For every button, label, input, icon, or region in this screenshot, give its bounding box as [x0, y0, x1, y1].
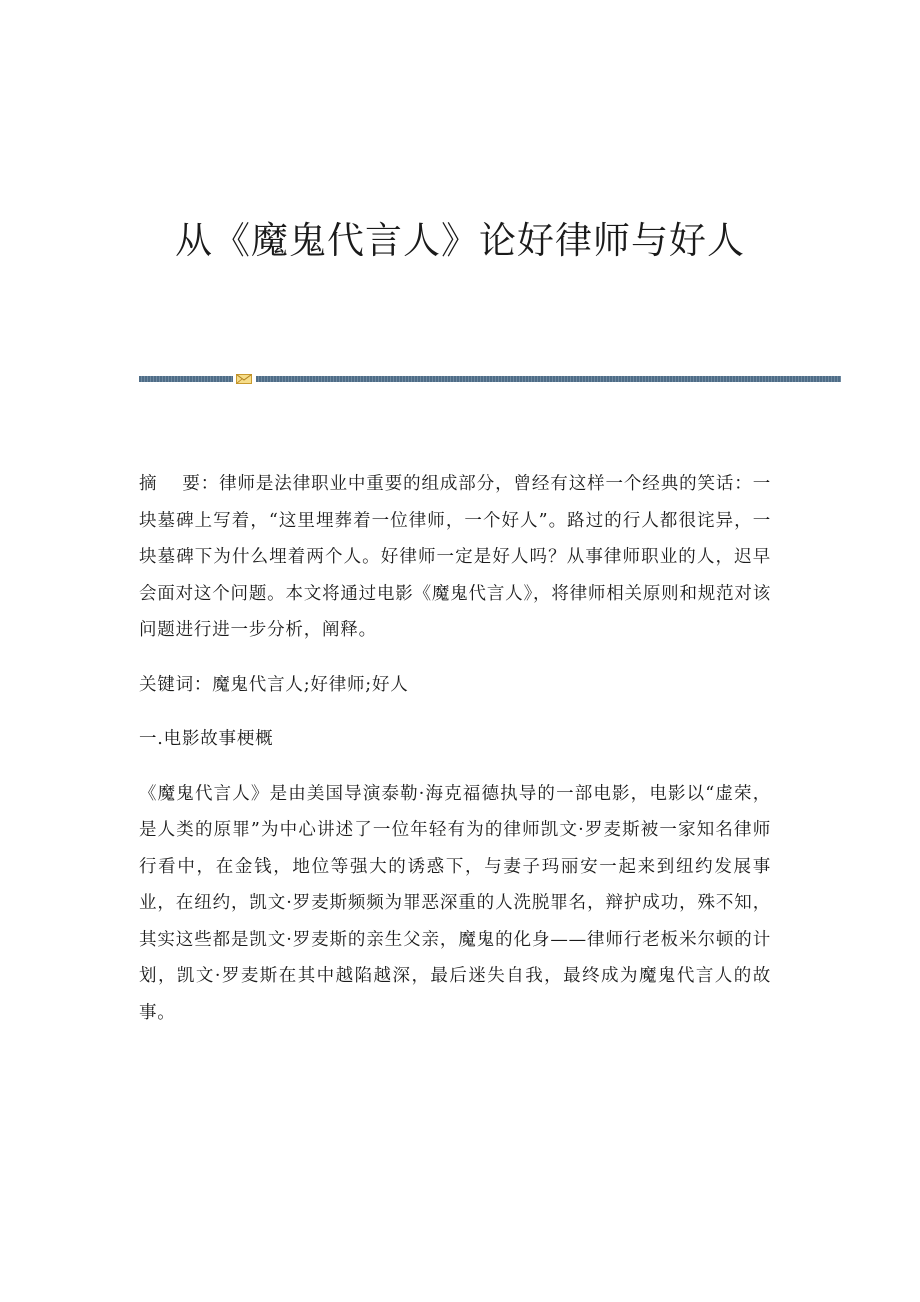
document-body	[139, 466, 771, 1031]
abstract-paragraph	[139, 466, 771, 649]
section-body: 《魔鬼代言人》是由美国导演泰勒·海克福德执导的一部电影，电影以“虚荣，是人类的原罪”为中心讲述了一位年轻有为的律师凯文·罗麦斯被一家知名律师行看中，在金钱，地位等强大的诱惑下，与妻子玛丽安一起来到纽约发展事业，在纽约，凯文·罗麦斯频频为罪恶深重的人洗脱罪名，辩护成功，殊不知，其实这些都是凯文·罗麦斯的亲生父亲，魔鬼的化身——律师行老板米尔顿的计划，凯文·罗麦斯在其中越陷越深，最后迷失自我，最终成为魔鬼代言人的故事。	[139, 783, 771, 1023]
abstract-label	[139, 466, 219, 503]
title-divider	[139, 373, 841, 385]
divider-bar-left	[139, 376, 233, 382]
page-title: 从《魔鬼代言人》论好律师与好人	[175, 219, 745, 262]
abstract-label-part2: 要：	[182, 474, 219, 494]
section-heading: 一.电影故事梗概	[139, 729, 274, 749]
envelope-icon	[236, 373, 252, 385]
keywords: 关键词：魔鬼代言人;好律师;好人	[139, 674, 409, 695]
abstract-label-part1: 摘	[139, 474, 158, 494]
abstract-text: 律师是法律职业中重要的组成部分，曾经有这样一个经典的笑话：一块墓碑上写着，“这里埋葬着一位律师，一个好人”。路过的行人都很诧异，一块墓碑下为什么埋着两个人。好律师一定是好人吗？从事律师职业的人，迟早会面对这个问题。本文将通过电影《魔鬼代言人》，将律师相关原则和规范对该问题进行进一步分析，阐释。	[139, 474, 771, 640]
divider-bar-right	[256, 376, 841, 382]
